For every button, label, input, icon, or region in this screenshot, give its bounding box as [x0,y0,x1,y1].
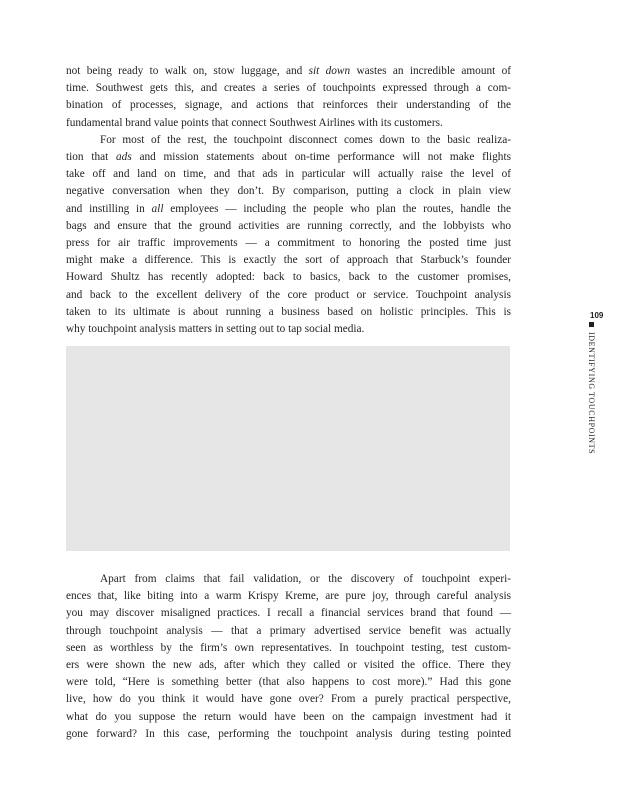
text-line: Apart from claims that fail validation, or the discovery of touchpoint experi- [100,573,511,585]
body-text-bottom [66,571,511,743]
text-line: and back to the excellent delivery of the core product or service. Touchpoint analysis [66,288,511,301]
text-line: you may discover misaligned practices. I recall a financial services brand that found — [66,607,511,620]
text-line: ers were shown the new ads, after which they called or visited the office. There they [66,659,511,672]
text-line: were told, “Here is something better (that also happens to cost more).” Had this gone [66,676,511,689]
text-line: Howard Shultz has recently adopted: back to basics, back to the customer promises, [66,271,511,284]
text-line: what do you suppose the return would have been on the campaign investment had it [66,710,511,723]
running-head [587,322,596,454]
figure-placeholder [66,346,510,551]
text-line: why touchpoint analysis matters in setting out to tap social media. [66,323,365,336]
text-line: taken to its ultimate is about running a business based on holistic principles. This is [66,305,511,318]
paragraph-touchpoint-disconnect [66,132,511,338]
text-line: For most of the rest, the touchpoint disconnect comes down to the basic realiza- [100,133,511,146]
text-line: time. Southwest gets this, and creates a series of touchpoints expressed through a com- [66,82,511,95]
text-line: not being ready to walk on, stow luggage, and sit down wastes an incredible amount of [66,65,511,77]
paragraph-southwest [66,63,511,132]
body-text-top [66,63,511,338]
chapter-title: IDENTIFYING TOUCHPOINTS [587,332,596,455]
text-line: bination of processes, signage, and actions that reinforces their understanding of the [66,99,511,112]
text-line: bags and ensure that the ground activities are running correctly, and the lobbyists who [66,219,511,232]
text-line: press for air traffic improvements — a commitment to honoring the posted time just [66,237,511,250]
text-line: fundamental brand value points that connect Southwest Airlines with its customers. [66,116,443,129]
paragraph-misaligned-practices [66,571,511,743]
text-line: gone forward? In this case, performing the touchpoint analysis during testing pointed [66,727,511,740]
text-line: live, how do you think it would have gone over? From a purely practical perspective, [66,693,511,706]
square-bullet-icon [589,322,594,327]
text-line: ences that, like biting into a warm Krispy Kreme, are pure joy, through careful analysis [66,590,511,603]
text-line: and instilling in all employees — including the people who plan the routes, handle the [66,202,511,215]
text-line: seen as worthless by the firm’s own representatives. In touchpoint testing, test custom- [66,641,511,654]
text-line: through touchpoint analysis — that a primary advertised service benefit was actually [66,624,511,637]
text-line: negative conversation when they don’t. By comparison, putting a clock in plain view [66,185,511,198]
text-line: tion that ads and mission statements about on-time performance will not make flights [66,151,511,164]
text-line: take off and land on time, and that ads in particular will actually raise the level of [66,168,511,181]
text-line: might make a difference. This is exactly the sort of approach that Starbuck’s founder [66,254,511,267]
page-number: 109 [590,311,604,320]
